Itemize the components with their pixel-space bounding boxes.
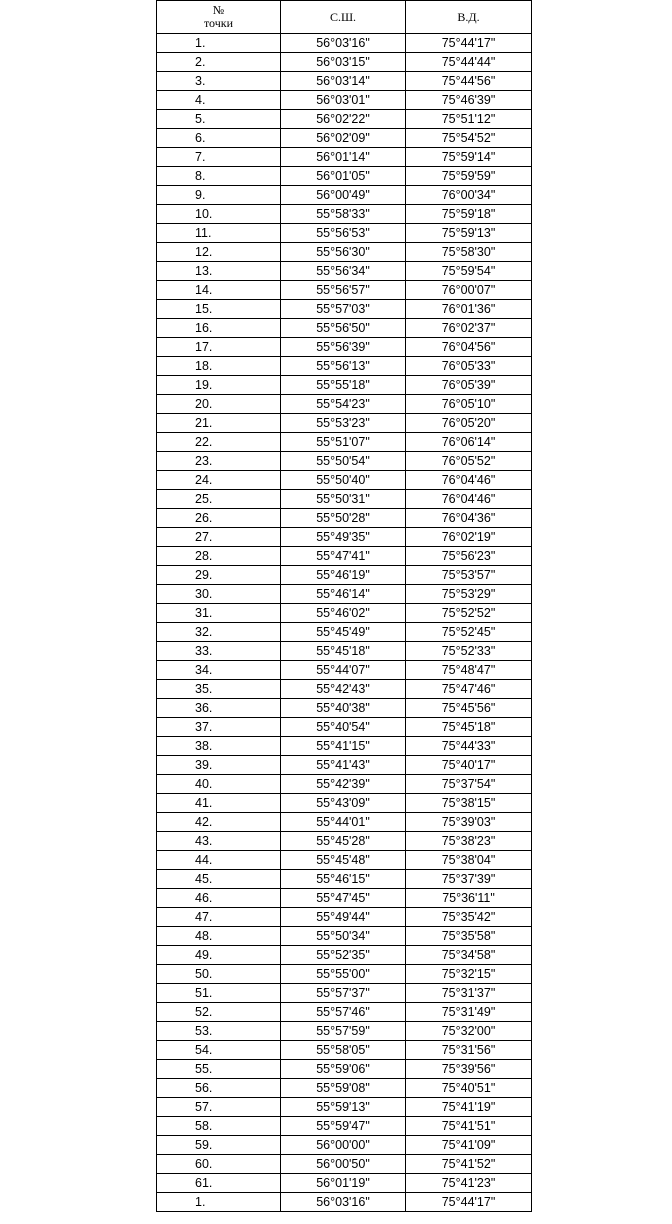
point-number-cell: 36. bbox=[157, 699, 281, 718]
table-row bbox=[157, 433, 532, 452]
table-row bbox=[157, 186, 532, 205]
latitude-cell: 56°03'16" bbox=[281, 1193, 406, 1212]
point-number-cell: 56. bbox=[157, 1079, 281, 1098]
point-number-cell: 38. bbox=[157, 737, 281, 756]
table-row bbox=[157, 794, 532, 813]
point-number-cell: 3. bbox=[157, 72, 281, 91]
longitude-cell: 76°04'46" bbox=[406, 471, 532, 490]
point-number-cell: 11. bbox=[157, 224, 281, 243]
longitude-cell: 75°44'17" bbox=[406, 34, 532, 53]
latitude-cell: 56°00'49" bbox=[281, 186, 406, 205]
point-number-cell: 39. bbox=[157, 756, 281, 775]
longitude-cell: 76°02'19" bbox=[406, 528, 532, 547]
latitude-cell: 55°41'15" bbox=[281, 737, 406, 756]
point-number-cell: 55. bbox=[157, 1060, 281, 1079]
longitude-cell: 75°31'56" bbox=[406, 1041, 532, 1060]
longitude-cell: 76°05'20" bbox=[406, 414, 532, 433]
longitude-cell: 75°52'45" bbox=[406, 623, 532, 642]
header-point-number-line1: № bbox=[212, 3, 225, 17]
longitude-cell: 75°59'54" bbox=[406, 262, 532, 281]
table-row bbox=[157, 927, 532, 946]
latitude-cell: 55°45'18" bbox=[281, 642, 406, 661]
longitude-cell: 75°53'57" bbox=[406, 566, 532, 585]
table-row bbox=[157, 1003, 532, 1022]
point-number-cell: 54. bbox=[157, 1041, 281, 1060]
table-row bbox=[157, 452, 532, 471]
point-number-cell: 17. bbox=[157, 338, 281, 357]
coordinates-table bbox=[156, 0, 532, 1212]
latitude-cell: 55°56'53" bbox=[281, 224, 406, 243]
longitude-cell: 75°45'18" bbox=[406, 718, 532, 737]
longitude-cell: 75°40'17" bbox=[406, 756, 532, 775]
table-row bbox=[157, 718, 532, 737]
table-row bbox=[157, 756, 532, 775]
longitude-cell: 75°38'23" bbox=[406, 832, 532, 851]
latitude-cell: 55°40'38" bbox=[281, 699, 406, 718]
point-number-cell: 34. bbox=[157, 661, 281, 680]
latitude-cell: 55°50'31" bbox=[281, 490, 406, 509]
latitude-cell: 56°00'00" bbox=[281, 1136, 406, 1155]
table-row bbox=[157, 965, 532, 984]
point-number-cell: 7. bbox=[157, 148, 281, 167]
longitude-cell: 75°35'58" bbox=[406, 927, 532, 946]
table-row bbox=[157, 889, 532, 908]
longitude-cell: 75°45'56" bbox=[406, 699, 532, 718]
table-row bbox=[157, 642, 532, 661]
latitude-cell: 55°45'28" bbox=[281, 832, 406, 851]
latitude-cell: 55°45'49" bbox=[281, 623, 406, 642]
table-row bbox=[157, 300, 532, 319]
latitude-cell: 55°54'23" bbox=[281, 395, 406, 414]
point-number-cell: 31. bbox=[157, 604, 281, 623]
latitude-cell: 55°56'57" bbox=[281, 281, 406, 300]
point-number-cell: 25. bbox=[157, 490, 281, 509]
point-number-cell: 43. bbox=[157, 832, 281, 851]
point-number-cell: 40. bbox=[157, 775, 281, 794]
point-number-cell: 12. bbox=[157, 243, 281, 262]
table-row bbox=[157, 699, 532, 718]
point-number-cell: 58. bbox=[157, 1117, 281, 1136]
longitude-cell: 75°37'39" bbox=[406, 870, 532, 889]
latitude-cell: 55°57'37" bbox=[281, 984, 406, 1003]
table-row bbox=[157, 1098, 532, 1117]
table-row bbox=[157, 1136, 532, 1155]
longitude-cell: 76°05'33" bbox=[406, 357, 532, 376]
table-row bbox=[157, 1041, 532, 1060]
longitude-cell: 76°06'14" bbox=[406, 433, 532, 452]
header-point-number bbox=[157, 1, 281, 34]
point-number-cell: 21. bbox=[157, 414, 281, 433]
table-row bbox=[157, 91, 532, 110]
longitude-cell: 75°59'59" bbox=[406, 167, 532, 186]
point-number-cell: 35. bbox=[157, 680, 281, 699]
longitude-cell: 75°44'44" bbox=[406, 53, 532, 72]
point-number-cell: 46. bbox=[157, 889, 281, 908]
longitude-cell: 75°54'52" bbox=[406, 129, 532, 148]
latitude-cell: 55°41'43" bbox=[281, 756, 406, 775]
table-row bbox=[157, 148, 532, 167]
table-row bbox=[157, 395, 532, 414]
point-number-cell: 6. bbox=[157, 129, 281, 148]
longitude-cell: 75°39'56" bbox=[406, 1060, 532, 1079]
point-number-cell: 57. bbox=[157, 1098, 281, 1117]
point-number-cell: 8. bbox=[157, 167, 281, 186]
point-number-cell: 9. bbox=[157, 186, 281, 205]
longitude-cell: 75°41'19" bbox=[406, 1098, 532, 1117]
longitude-cell: 76°05'39" bbox=[406, 376, 532, 395]
table-row bbox=[157, 338, 532, 357]
longitude-cell: 75°40'51" bbox=[406, 1079, 532, 1098]
longitude-cell: 75°59'14" bbox=[406, 148, 532, 167]
longitude-cell: 75°32'15" bbox=[406, 965, 532, 984]
table-row bbox=[157, 946, 532, 965]
table-row bbox=[157, 1022, 532, 1041]
table-row bbox=[157, 775, 532, 794]
longitude-cell: 75°37'54" bbox=[406, 775, 532, 794]
point-number-cell: 20. bbox=[157, 395, 281, 414]
point-number-cell: 48. bbox=[157, 927, 281, 946]
header-point-number-line2: точки bbox=[203, 16, 234, 30]
latitude-cell: 56°02'22" bbox=[281, 110, 406, 129]
longitude-cell: 75°59'13" bbox=[406, 224, 532, 243]
latitude-cell: 55°46'19" bbox=[281, 566, 406, 585]
point-number-cell: 18. bbox=[157, 357, 281, 376]
latitude-cell: 55°59'06" bbox=[281, 1060, 406, 1079]
longitude-cell: 75°32'00" bbox=[406, 1022, 532, 1041]
latitude-cell: 55°50'28" bbox=[281, 509, 406, 528]
longitude-cell: 75°35'42" bbox=[406, 908, 532, 927]
point-number-cell: 44. bbox=[157, 851, 281, 870]
table-row bbox=[157, 490, 532, 509]
latitude-cell: 56°03'14" bbox=[281, 72, 406, 91]
point-number-cell: 4. bbox=[157, 91, 281, 110]
point-number-cell: 14. bbox=[157, 281, 281, 300]
point-number-cell: 23. bbox=[157, 452, 281, 471]
longitude-cell: 75°48'47" bbox=[406, 661, 532, 680]
longitude-cell: 76°00'07" bbox=[406, 281, 532, 300]
table-row bbox=[157, 243, 532, 262]
point-number-cell: 19. bbox=[157, 376, 281, 395]
table-row bbox=[157, 1060, 532, 1079]
table-row bbox=[157, 205, 532, 224]
longitude-cell: 75°56'23" bbox=[406, 547, 532, 566]
latitude-cell: 55°51'07" bbox=[281, 433, 406, 452]
table-row bbox=[157, 908, 532, 927]
longitude-cell: 75°44'56" bbox=[406, 72, 532, 91]
point-number-cell: 22. bbox=[157, 433, 281, 452]
table-row bbox=[157, 1155, 532, 1174]
table-row bbox=[157, 661, 532, 680]
table-row bbox=[157, 414, 532, 433]
latitude-cell: 55°57'46" bbox=[281, 1003, 406, 1022]
table-row bbox=[157, 547, 532, 566]
latitude-cell: 56°01'05" bbox=[281, 167, 406, 186]
longitude-cell: 75°44'33" bbox=[406, 737, 532, 756]
longitude-cell: 76°05'10" bbox=[406, 395, 532, 414]
longitude-cell: 75°52'52" bbox=[406, 604, 532, 623]
point-number-cell: 49. bbox=[157, 946, 281, 965]
latitude-cell: 55°52'35" bbox=[281, 946, 406, 965]
header-latitude: С.Ш. bbox=[281, 1, 406, 34]
table-row bbox=[157, 224, 532, 243]
table-row bbox=[157, 566, 532, 585]
point-number-cell: 41. bbox=[157, 794, 281, 813]
longitude-cell: 76°00'34" bbox=[406, 186, 532, 205]
longitude-cell: 76°04'46" bbox=[406, 490, 532, 509]
latitude-cell: 55°42'43" bbox=[281, 680, 406, 699]
latitude-cell: 55°53'23" bbox=[281, 414, 406, 433]
longitude-cell: 75°58'30" bbox=[406, 243, 532, 262]
latitude-cell: 55°56'34" bbox=[281, 262, 406, 281]
header-longitude: В.Д. bbox=[406, 1, 532, 34]
table-row bbox=[157, 262, 532, 281]
latitude-cell: 55°56'13" bbox=[281, 357, 406, 376]
latitude-cell: 55°40'54" bbox=[281, 718, 406, 737]
latitude-cell: 55°57'59" bbox=[281, 1022, 406, 1041]
table-row bbox=[157, 737, 532, 756]
table-row bbox=[157, 34, 532, 53]
table-row bbox=[157, 680, 532, 699]
latitude-cell: 55°49'35" bbox=[281, 528, 406, 547]
longitude-cell: 75°34'58" bbox=[406, 946, 532, 965]
longitude-cell: 75°39'03" bbox=[406, 813, 532, 832]
point-number-cell: 13. bbox=[157, 262, 281, 281]
point-number-cell: 61. bbox=[157, 1174, 281, 1193]
latitude-cell: 56°03'01" bbox=[281, 91, 406, 110]
latitude-cell: 55°59'47" bbox=[281, 1117, 406, 1136]
point-number-cell: 5. bbox=[157, 110, 281, 129]
latitude-cell: 55°56'50" bbox=[281, 319, 406, 338]
table-row bbox=[157, 623, 532, 642]
latitude-cell: 55°42'39" bbox=[281, 775, 406, 794]
point-number-cell: 51. bbox=[157, 984, 281, 1003]
latitude-cell: 55°56'30" bbox=[281, 243, 406, 262]
latitude-cell: 55°59'13" bbox=[281, 1098, 406, 1117]
table-header-row bbox=[157, 1, 532, 34]
point-number-cell: 10. bbox=[157, 205, 281, 224]
longitude-cell: 75°41'51" bbox=[406, 1117, 532, 1136]
table-body bbox=[157, 34, 532, 1212]
point-number-cell: 33. bbox=[157, 642, 281, 661]
longitude-cell: 75°38'15" bbox=[406, 794, 532, 813]
latitude-cell: 56°01'19" bbox=[281, 1174, 406, 1193]
table-row bbox=[157, 110, 532, 129]
table-row bbox=[157, 319, 532, 338]
latitude-cell: 55°58'33" bbox=[281, 205, 406, 224]
latitude-cell: 56°03'16" bbox=[281, 34, 406, 53]
longitude-cell: 75°53'29" bbox=[406, 585, 532, 604]
table-row bbox=[157, 870, 532, 889]
point-number-cell: 50. bbox=[157, 965, 281, 984]
latitude-cell: 55°58'05" bbox=[281, 1041, 406, 1060]
point-number-cell: 29. bbox=[157, 566, 281, 585]
latitude-cell: 55°50'54" bbox=[281, 452, 406, 471]
latitude-cell: 55°49'44" bbox=[281, 908, 406, 927]
table-row bbox=[157, 167, 532, 186]
latitude-cell: 55°57'03" bbox=[281, 300, 406, 319]
longitude-cell: 75°31'37" bbox=[406, 984, 532, 1003]
table-row bbox=[157, 851, 532, 870]
latitude-cell: 55°55'00" bbox=[281, 965, 406, 984]
longitude-cell: 75°41'09" bbox=[406, 1136, 532, 1155]
table-row bbox=[157, 72, 532, 91]
table-row bbox=[157, 357, 532, 376]
point-number-cell: 59. bbox=[157, 1136, 281, 1155]
table-row bbox=[157, 585, 532, 604]
point-number-cell: 26. bbox=[157, 509, 281, 528]
table-row bbox=[157, 509, 532, 528]
latitude-cell: 55°45'48" bbox=[281, 851, 406, 870]
longitude-cell: 75°47'46" bbox=[406, 680, 532, 699]
latitude-cell: 55°46'15" bbox=[281, 870, 406, 889]
longitude-cell: 76°04'36" bbox=[406, 509, 532, 528]
point-number-cell: 45. bbox=[157, 870, 281, 889]
latitude-cell: 56°00'50" bbox=[281, 1155, 406, 1174]
latitude-cell: 55°46'02" bbox=[281, 604, 406, 623]
longitude-cell: 75°31'49" bbox=[406, 1003, 532, 1022]
table-row bbox=[157, 471, 532, 490]
longitude-cell: 76°02'37" bbox=[406, 319, 532, 338]
table-row bbox=[157, 528, 532, 547]
table-row bbox=[157, 984, 532, 1003]
table-row bbox=[157, 1117, 532, 1136]
table-row bbox=[157, 832, 532, 851]
point-number-cell: 27. bbox=[157, 528, 281, 547]
longitude-cell: 76°05'52" bbox=[406, 452, 532, 471]
table-row bbox=[157, 1174, 532, 1193]
point-number-cell: 16. bbox=[157, 319, 281, 338]
longitude-cell: 75°52'33" bbox=[406, 642, 532, 661]
point-number-cell: 42. bbox=[157, 813, 281, 832]
point-number-cell: 1. bbox=[157, 34, 281, 53]
longitude-cell: 75°44'17" bbox=[406, 1193, 532, 1212]
point-number-cell: 24. bbox=[157, 471, 281, 490]
longitude-cell: 76°01'36" bbox=[406, 300, 532, 319]
longitude-cell: 75°51'12" bbox=[406, 110, 532, 129]
latitude-cell: 55°50'40" bbox=[281, 471, 406, 490]
latitude-cell: 55°46'14" bbox=[281, 585, 406, 604]
point-number-cell: 53. bbox=[157, 1022, 281, 1041]
point-number-cell: 47. bbox=[157, 908, 281, 927]
longitude-cell: 75°38'04" bbox=[406, 851, 532, 870]
table-row bbox=[157, 376, 532, 395]
latitude-cell: 55°47'45" bbox=[281, 889, 406, 908]
point-number-cell: 52. bbox=[157, 1003, 281, 1022]
point-number-cell: 37. bbox=[157, 718, 281, 737]
latitude-cell: 56°02'09" bbox=[281, 129, 406, 148]
point-number-cell: 2. bbox=[157, 53, 281, 72]
point-number-cell: 1. bbox=[157, 1193, 281, 1212]
table-row bbox=[157, 53, 532, 72]
point-number-cell: 15. bbox=[157, 300, 281, 319]
point-number-cell: 60. bbox=[157, 1155, 281, 1174]
table-row bbox=[157, 1193, 532, 1212]
point-number-cell: 28. bbox=[157, 547, 281, 566]
table-row bbox=[157, 281, 532, 300]
latitude-cell: 55°43'09" bbox=[281, 794, 406, 813]
table-row bbox=[157, 129, 532, 148]
longitude-cell: 75°41'23" bbox=[406, 1174, 532, 1193]
point-number-cell: 32. bbox=[157, 623, 281, 642]
table-row bbox=[157, 1079, 532, 1098]
latitude-cell: 55°50'34" bbox=[281, 927, 406, 946]
latitude-cell: 55°56'39" bbox=[281, 338, 406, 357]
latitude-cell: 55°55'18" bbox=[281, 376, 406, 395]
table-row bbox=[157, 604, 532, 623]
latitude-cell: 55°59'08" bbox=[281, 1079, 406, 1098]
latitude-cell: 56°03'15" bbox=[281, 53, 406, 72]
latitude-cell: 56°01'14" bbox=[281, 148, 406, 167]
longitude-cell: 75°41'52" bbox=[406, 1155, 532, 1174]
longitude-cell: 75°36'11" bbox=[406, 889, 532, 908]
longitude-cell: 76°04'56" bbox=[406, 338, 532, 357]
table-row bbox=[157, 813, 532, 832]
longitude-cell: 75°59'18" bbox=[406, 205, 532, 224]
latitude-cell: 55°44'01" bbox=[281, 813, 406, 832]
point-number-cell: 30. bbox=[157, 585, 281, 604]
longitude-cell: 75°46'39" bbox=[406, 91, 532, 110]
latitude-cell: 55°47'41" bbox=[281, 547, 406, 566]
latitude-cell: 55°44'07" bbox=[281, 661, 406, 680]
